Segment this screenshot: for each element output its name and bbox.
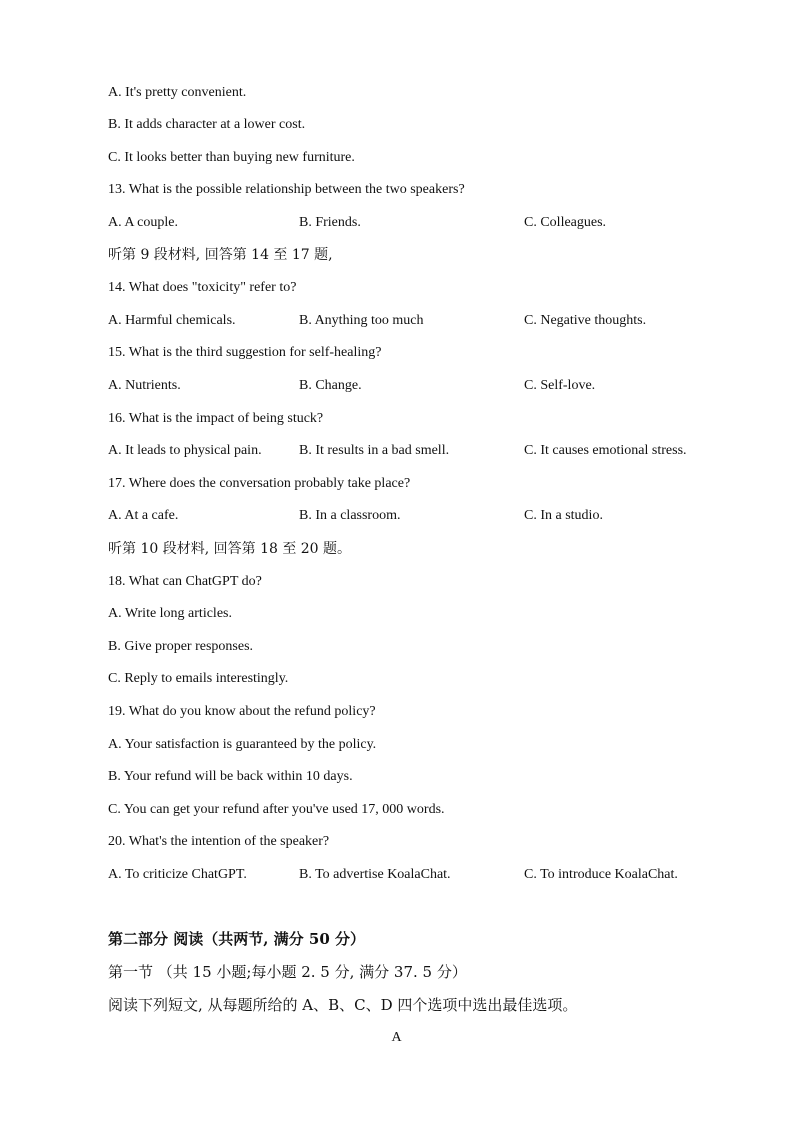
q18-question: 18. What can ChatGPT do? — [108, 574, 262, 589]
passage-label: A — [391, 1030, 402, 1045]
q14-option-b: B. Anything too much — [299, 313, 424, 328]
q17-option-b: B. In a classroom. — [299, 508, 401, 523]
q20-option-b: B. To advertise KoalaChat. — [299, 867, 451, 882]
q14-option-c: C. Negative thoughts. — [524, 313, 647, 328]
q17-option-c: C. In a studio. — [524, 508, 603, 523]
q18-option-a: A. Write long articles. — [108, 606, 232, 621]
q13-option-a: A. A couple. — [108, 215, 178, 230]
q18-option-b: B. Give proper responses. — [108, 639, 254, 654]
q15-option-a: A. Nutrients. — [108, 378, 181, 393]
q12-option-a: A. It's pretty convenient. — [108, 85, 247, 100]
q19-option-b: B. Your refund will be back within 10 days. — [108, 769, 353, 784]
q13-question: 13. What is the possible relationship between the two speakers? — [108, 182, 465, 197]
q13-option-b: B. Friends. — [299, 215, 361, 230]
q16-option-a: A. It leads to physical pain. — [108, 443, 262, 458]
q13-option-c: C. Colleagues. — [524, 215, 607, 230]
part2-section1-title: 第一节 （共 15 小题;每小题 2. 5 分, 满分 37. 5 分） — [108, 963, 467, 981]
q19-option-a: A. Your satisfaction is guaranteed by the policy. — [108, 737, 377, 752]
part2-instruction: 阅读下列短文, 从每题所给的 A、B、C、D 四个选项中选出最佳选项。 — [108, 996, 578, 1014]
q18-option-c: C. Reply to emails interestingly. — [108, 671, 289, 686]
q15-option-c: C. Self-love. — [524, 378, 596, 393]
q17-question: 17. Where does the conversation probably take place? — [108, 476, 411, 491]
q16-option-b: B. It results in a bad smell. — [299, 443, 450, 458]
q12-option-c: C. It looks better than buying new furniture. — [108, 150, 355, 165]
q20-option-c: C. To introduce KoalaChat. — [524, 867, 678, 882]
q15-option-b: B. Change. — [299, 378, 362, 393]
q16-option-c: C. It causes emotional stress. — [524, 443, 687, 458]
q20-option-a: A. To criticize ChatGPT. — [108, 867, 247, 882]
section9-instruction: 听第 9 段材料, 回答第 14 至 17 题, — [108, 247, 333, 263]
q12-option-b: B. It adds character at a lower cost. — [108, 117, 306, 132]
q19-question: 19. What do you know about the refund policy? — [108, 704, 376, 719]
q20-question: 20. What's the intention of the speaker? — [108, 834, 330, 849]
section10-instruction: 听第 10 段材料, 回答第 18 至 20 题。 — [108, 541, 352, 557]
q14-question: 14. What does "toxicity" refer to? — [108, 280, 297, 295]
q14-option-a: A. Harmful chemicals. — [108, 313, 236, 328]
q15-question: 15. What is the third suggestion for self-healing? — [108, 345, 382, 360]
q16-question: 16. What is the impact of being stuck? — [108, 411, 324, 426]
part2-heading: 第二部分 阅读（共两节, 满分 50 分） — [108, 930, 365, 948]
q17-option-a: A. At a cafe. — [108, 508, 179, 523]
q19-option-c: C. You can get your refund after you've used 17, 000 words. — [108, 802, 445, 817]
